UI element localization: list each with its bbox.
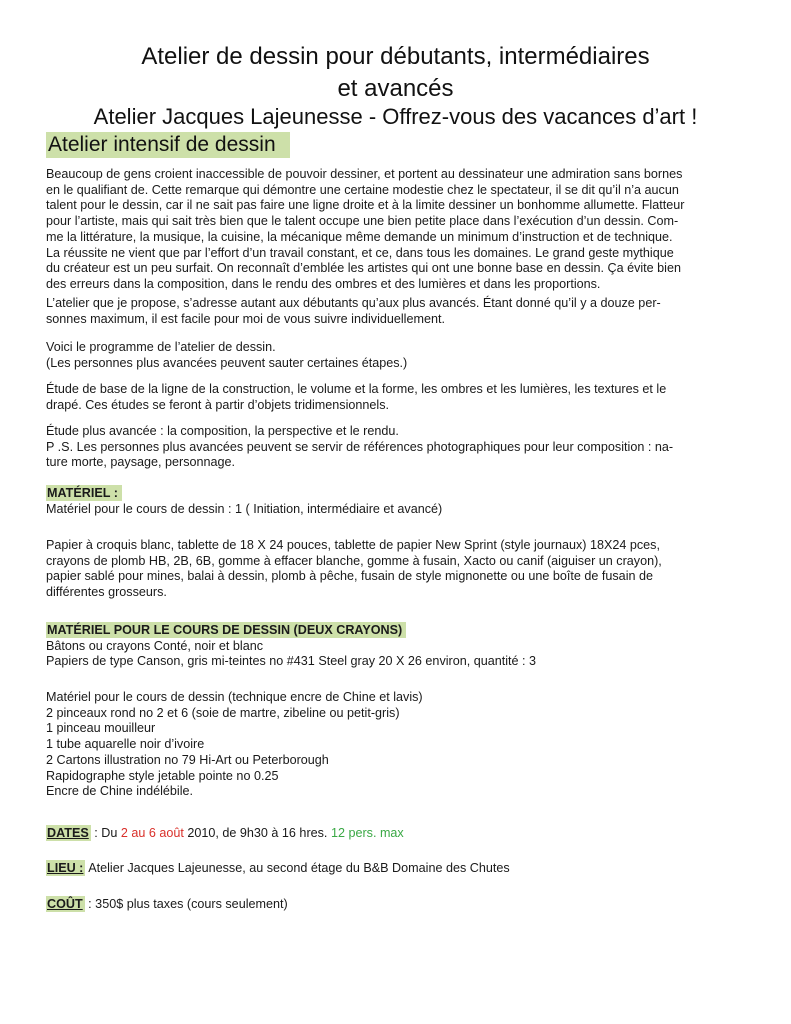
text-line: différentes grosseurs. (46, 585, 167, 600)
text-line: en le qualifiant de. Cette remarque qui démontre une certaine modestie chez le spectateur, il se dit qu’il n’a aucun (46, 182, 679, 197)
text-line: Étude de base de la ligne de la construction, le volume et la forme, les ombres et les lumières, les textures et le (46, 382, 667, 396)
text-line: P .S. Les personnes plus avancées peuvent se servir de références photographiques pour leur composition : na- (46, 439, 674, 454)
dates-label: DATES (47, 826, 89, 840)
cout-label: COÛT (47, 897, 83, 911)
supplies-paragraph (46, 538, 746, 601)
text-line: ture morte, paysage, personnage. (46, 455, 236, 470)
etude-avancee-paragraph (46, 424, 746, 471)
text-line: Voici le programme de l’atelier de dessin. (46, 340, 276, 354)
materiel-heading-line (46, 486, 746, 502)
text-line: papier sablé pour mines, balai à dessin, plomb à pêche, fusain de style mignonette ou une boîte de fusain de (46, 569, 653, 584)
intro-paragraph (46, 167, 746, 293)
programme-paragraph (46, 340, 746, 371)
dates-row (46, 826, 746, 842)
etude-base-paragraph (46, 382, 746, 413)
materiel-heading: MATÉRIEL : (46, 485, 122, 501)
section-heading: Atelier intensif de dessin (46, 132, 290, 158)
lieu-line (46, 861, 746, 877)
text-line: Matériel pour le cours de dessin (technique encre de Chine et lavis) (46, 690, 423, 704)
cout-line (46, 897, 746, 913)
materiel-deux-heading: MATÉRIEL POUR LE COURS DE DESSIN (DEUX CRAYONS) (46, 622, 406, 638)
text-line: L’atelier que je propose, s’adresse autant aux débutants qu’aux plus avancés. Étant donné qu’il y a douze per- (46, 296, 661, 310)
text-line: Encre de Chine indélébile. (46, 784, 194, 799)
text-line: La réussite ne vient que par l’effort d’un travail constant, et ce, dans tous les domaines. Le grand geste mythique (46, 245, 674, 260)
text-line: 2 Cartons illustration no 79 Hi-Art ou Peterborough (46, 752, 329, 767)
text-line: Papier à croquis blanc, tablette de 18 X 24 pouces, tablette de papier New Sprint (style journaux) 18X24 pces, (46, 538, 660, 552)
text-line: Papiers de type Canson, gris mi-teintes no #431 Steel gray 20 X 26 environ, quantité : 3 (46, 654, 537, 669)
text-line: 2 pinceaux rond no 2 et 6 (soie de martre, zibeline ou petit-gris) (46, 705, 400, 720)
text-line: (Les personnes plus avancées peuvent sauter certaines étapes.) (46, 355, 408, 370)
materiel-course-line: Matériel pour le cours de dessin : 1 ( Initiation, intermédiaire et avancé) (46, 501, 443, 516)
title-line-1: Atelier de dessin pour débutants, intermédiaires (141, 43, 650, 70)
text-line: 1 tube aquarelle noir d’ivoire (46, 737, 205, 752)
dates-line (46, 826, 746, 842)
text-line: du créateur est un peu surfait. On reconnaît d’emblée les artistes qui ont une bonne base en dessin. Ça évite bien (46, 261, 681, 276)
text-line: drapé. Ces études se feront à partir d’objets tridimensionnels. (46, 397, 390, 412)
text-line: sonnes maximum, il est facile pour moi de vous suivre individuellement. (46, 311, 445, 326)
cout-row (46, 897, 746, 913)
text-line: des erreurs dans la composition, dans le rendu des ombres et des lumières et dans les proportions. (46, 276, 601, 291)
title-line-2: et avancés (337, 75, 454, 102)
text-line: pour l’artiste, mais qui sait très bien que le talent occupe une bien petite place dans l’exécution d’un dessin. Com- (46, 214, 679, 229)
cout-text: : 350$ plus taxes (cours seulement) (84, 897, 288, 911)
materiel-section (46, 486, 746, 517)
text-line: Beaucoup de gens croient inaccessible de pouvoir dessiner, et portent au dessinateur une admiration sans bornes (46, 167, 683, 181)
materiel-deux-crayons-section (46, 623, 746, 670)
text-line: crayons de plomb HB, 2B, 6B, gomme à effacer blanche, gomme à fusain, Xacto ou canif (aiguiser un crayon), (46, 553, 662, 568)
dates-rest: 2010, de 9h30 à 16 hres. (183, 826, 331, 840)
materiel-encre-section (46, 690, 746, 800)
capacity-note: 12 pers. max (330, 826, 404, 840)
dates-sep: : Du (90, 826, 121, 840)
subtitle: Atelier Jacques Lajeunesse - Offrez-vous des vacances d’art ! (93, 104, 698, 129)
lieu-label: LIEU : (47, 861, 84, 875)
lieu-text: Atelier Jacques Lajeunesse, au second étage du B&B Domaine des Chutes (85, 861, 510, 875)
text-line: Étude plus avancée : la composition, la perspective et le rendu. (46, 424, 399, 438)
text-line: talent pour le dessin, car il ne sait pas faire une ligne droite et à la limite dessiner un bonhomme allumette. Flatteur (46, 198, 685, 213)
atelier-paragraph (46, 296, 746, 327)
text-line: Rapidographe style jetable pointe no 0.25 (46, 768, 279, 783)
text-line: 1 pinceau mouilleur (46, 721, 156, 736)
lieu-row (46, 861, 746, 877)
text-line: Bâtons ou crayons Conté, noir et blanc (46, 638, 264, 653)
materiel-deux-heading-line (46, 623, 746, 639)
text-line: me la littérature, la musique, la cuisine, la mécanique même demande un minimum d’instruction et de technique. (46, 229, 673, 244)
dates-range: 2 au 6 août (120, 826, 184, 840)
